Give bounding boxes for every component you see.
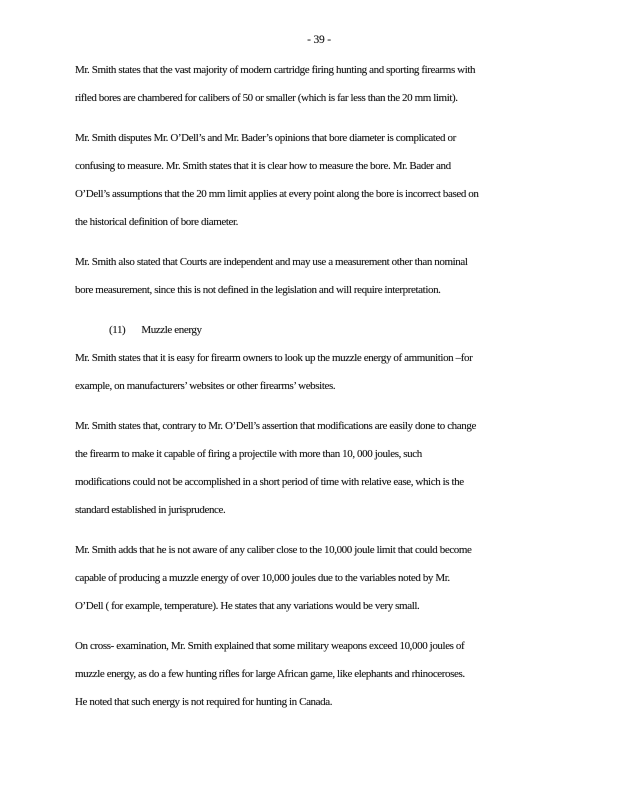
paragraph-line: confusing to measure. Mr. Smith states that it is clear how to measure the bore. Mr. Bader and <box>75 160 451 172</box>
paragraph <box>75 248 583 304</box>
paragraph-line: Mr. Smith states that it is easy for firearm owners to look up the muzzle energy of ammunition –for <box>75 352 473 364</box>
paragraph-line: bore measurement, since this is not defined in the legislation and will require interpretation. <box>75 284 441 296</box>
paragraph-line: Mr. Smith states that the vast majority of modern cartridge firing hunting and sporting firearms with <box>75 64 476 76</box>
section-title: Muzzle energy <box>141 324 202 336</box>
paragraph <box>75 632 583 716</box>
page-number: - 39 - <box>307 34 331 46</box>
section-heading <box>75 316 583 344</box>
paragraph <box>75 56 583 112</box>
paragraph-container <box>75 56 583 716</box>
paragraph-line: modifications could not be accomplished in a short period of time with relative ease, which is the <box>75 476 464 488</box>
paragraph-line: muzzle energy, as do a few hunting rifles for large African game, like elephants and rhinoceroses. <box>75 668 465 680</box>
paragraph-line: O’Dell’s assumptions that the 20 mm limit applies at every point along the bore is incorrect based on <box>75 188 479 200</box>
paragraph-line: Mr. Smith states that, contrary to Mr. O’Dell’s assertion that modifications are easily done to change <box>75 420 476 432</box>
paragraph-line: standard established in jurisprudence. <box>75 504 226 516</box>
paragraph-line: example, on manufacturers’ websites or other firearms’ websites. <box>75 380 336 392</box>
paragraph <box>75 344 583 400</box>
paragraph <box>75 412 583 524</box>
section-number: (11) <box>109 324 126 336</box>
paragraph-line: On cross- examination, Mr. Smith explained that some military weapons exceed 10,000 joules of <box>75 640 465 652</box>
paragraph-line: Mr. Smith disputes Mr. O’Dell’s and Mr. Bader’s opinions that bore diameter is complicated or <box>75 132 456 144</box>
paragraph <box>75 536 583 620</box>
paragraph <box>75 124 583 236</box>
paragraph-line: Mr. Smith also stated that Courts are independent and may use a measurement other than nominal <box>75 256 468 268</box>
paragraph-line: the historical definition of bore diameter. <box>75 216 239 228</box>
paragraph-line: Mr. Smith adds that he is not aware of any caliber close to the 10,000 joule limit that could become <box>75 544 472 556</box>
paragraph-line: He noted that such energy is not required for hunting in Canada. <box>75 696 333 708</box>
paragraph-line: O’Dell ( for example, temperature). He states that any variations would be very small. <box>75 600 420 612</box>
paragraph-line: the firearm to make it capable of firing a projectile with more than 10, 000 joules, such <box>75 448 422 460</box>
paragraph-line: capable of producing a muzzle energy of over 10,000 joules due to the variables noted by Mr. <box>75 572 450 584</box>
paragraph-line: rifled bores are chambered for calibers of 50 or smaller (which is far less than the 20 mm limit). <box>75 92 458 104</box>
